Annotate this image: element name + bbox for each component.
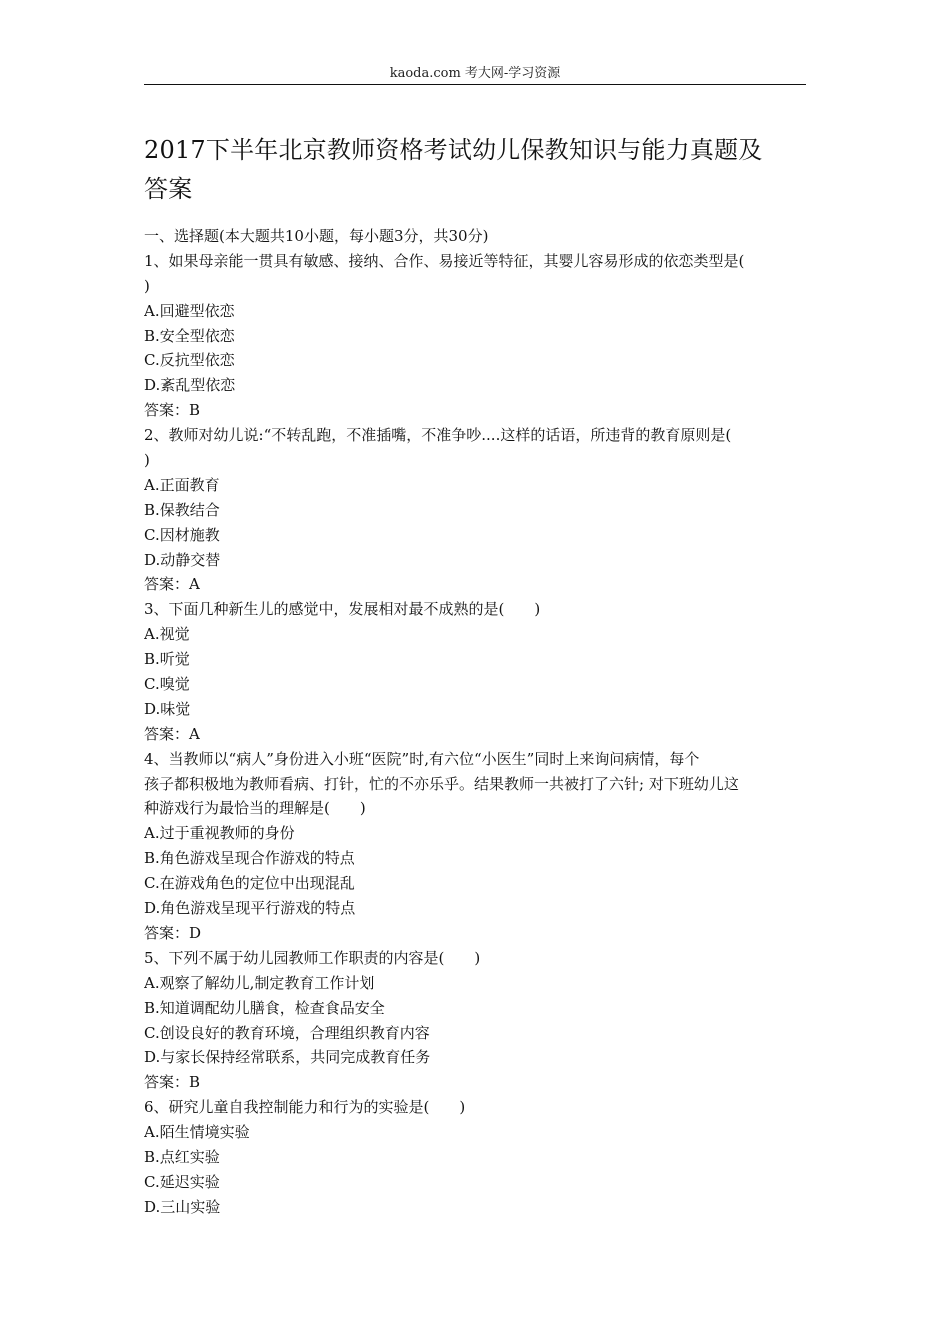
- answer: 答案：A: [144, 724, 200, 743]
- option-c: C.因材施教: [144, 525, 220, 544]
- document-body: [144, 224, 806, 1220]
- question-4: [144, 747, 806, 946]
- question-stem: 1、如果母亲能一贯具有敏感、接纳、合作、易接近等特征，其婴儿容易形成的依恋类型是(: [144, 251, 745, 270]
- option-a: A.观察了解幼儿,制定教育工作计划: [144, 973, 375, 992]
- question-stem-continued: ): [144, 276, 150, 295]
- option-b: B.听觉: [144, 650, 190, 669]
- question-stem: 3、下面几种新生儿的感觉中，发展相对最不成熟的是( ): [144, 600, 541, 619]
- option-c: C.创设良好的教育环境，合理组织教育内容: [144, 1023, 430, 1042]
- option-b: B.角色游戏呈现合作游戏的特点: [144, 849, 355, 868]
- option-b: B.点红实验: [144, 1147, 220, 1166]
- option-a: A.视觉: [144, 625, 190, 644]
- option-c: C.嗅觉: [144, 675, 190, 694]
- question-2: [144, 423, 806, 597]
- title-line-2: 答案: [144, 175, 193, 203]
- question-1: [144, 249, 806, 423]
- question-stem: 4、当教师以“病人”身份进入小班“医院”时,有六位“小医生”同时上来询问病情，每个: [144, 749, 700, 768]
- answer: 答案：D: [144, 923, 202, 942]
- page-header: kaoda.com 考大网-学习资源: [389, 66, 561, 81]
- question-stem: 5、下列不属于幼儿园教师工作职责的内容是( ): [144, 948, 481, 967]
- option-a: A.正面教育: [144, 475, 220, 494]
- option-a: A.陌生情境实验: [144, 1123, 250, 1142]
- section-heading: 一、选择题(本大题共10小题，每小题3分，共30分): [144, 227, 489, 245]
- option-c: C.延迟实验: [144, 1172, 220, 1191]
- option-d: D.紊乱型依恋: [144, 376, 236, 395]
- option-a: A.回避型依恋: [144, 301, 235, 320]
- answer: 答案：B: [144, 401, 201, 420]
- option-d: D.角色游戏呈现平行游戏的特点: [144, 899, 356, 918]
- title-line-1: 2017下半年北京教师资格考试幼儿保教知识与能力真题及: [144, 136, 763, 164]
- option-d: D.与家长保持经常联系，共同完成教育任务: [144, 1048, 431, 1067]
- option-c: C.反抗型依恋: [144, 351, 235, 370]
- question-stem-continued: 种游戏行为最恰当的理解是( ): [144, 799, 366, 818]
- question-stem: 2、教师对幼儿说:“不转乱跑，不准插嘴，不准争吵....这样的话语，所违背的教育原则是(: [144, 426, 732, 445]
- option-b: B.保教结合: [144, 500, 220, 519]
- option-c: C.在游戏角色的定位中出现混乱: [144, 874, 355, 893]
- document-title: [144, 131, 806, 209]
- option-d: D.味觉: [144, 699, 191, 718]
- question-stem: 6、研究儿童自我控制能力和行为的实验是( ): [144, 1098, 466, 1117]
- question-5: [144, 946, 806, 1095]
- option-b: B.安全型依恋: [144, 326, 235, 345]
- question-6: [144, 1095, 806, 1219]
- option-a: A.过于重视教师的身份: [144, 824, 295, 843]
- option-b: B.知道调配幼儿膳食，检查食品安全: [144, 998, 385, 1017]
- answer: 答案：B: [144, 1073, 201, 1092]
- question-stem-continued: 孩子都积极地为教师看病、打针，忙的不亦乐乎。结果教师一共被打了六针; 对下班幼儿这: [144, 774, 739, 793]
- option-d: D.三山实验: [144, 1197, 221, 1216]
- question-3: [144, 597, 806, 746]
- question-stem-continued: ): [144, 451, 150, 470]
- option-d: D.动静交替: [144, 550, 221, 569]
- answer: 答案：A: [144, 575, 200, 594]
- header-divider: [144, 84, 806, 85]
